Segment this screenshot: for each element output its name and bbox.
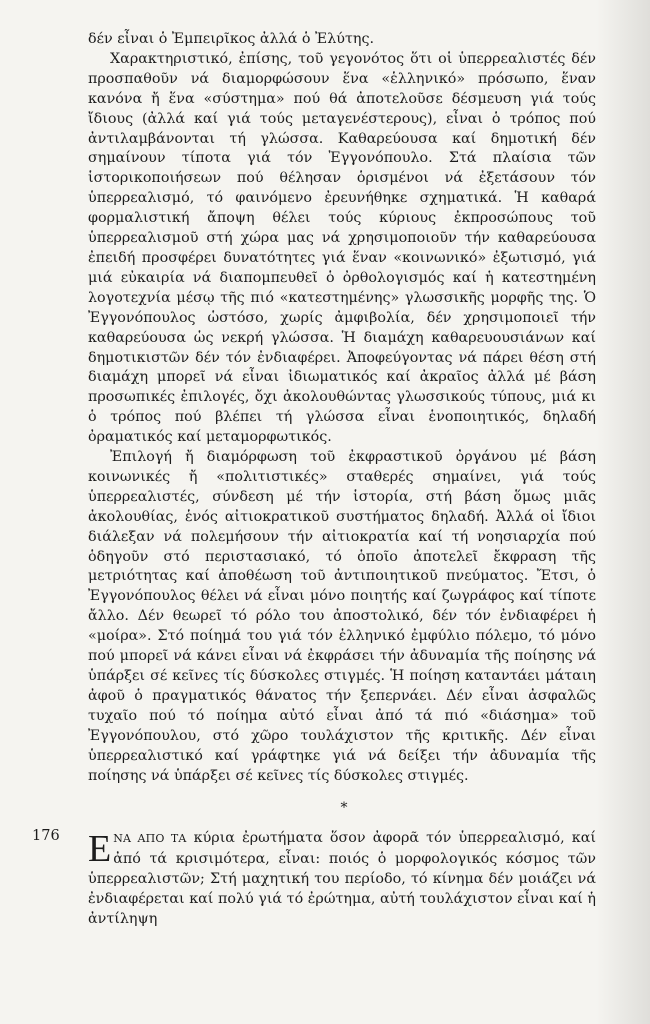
page-edge-shadow (596, 0, 650, 1024)
section-text: κύρια ἐρωτήματα ὅσον ἀφορᾶ τόν ὑπερρεαλισμό, καί ἀπό τά κρισιμότερα, εἶναι: ποιός ὁ μορφολογικός κόσμος τῶν ὑπερρεαλιστῶν; Στή μαχητική του περίοδο, τό κίνημα δέν μοιάζει νά ἐνδιαφέρεται καί πολύ γιά τό ἐρώτημα, αὐτή τουλάχιστον εἶναι καί ἡ ἀντίληψη (88, 830, 596, 927)
section-separator: * (340, 800, 348, 816)
paragraph-2: Χαρακτηριστικό, ἐπίσης, τοῦ γεγονότος ὅτι οἱ ὑπερρεαλιστές δέν προσπαθοῦν νά διαμορφώσουν ἕνα «ἑλληνικό» πρόσωπο, ἕναν κανόνα ἤ ἕνα «σύστημα» πού θά ἀποτελοῦσε δέσμευση γιά τούς ἴδιους (ἀλλά καί γιά τούς μεταγενέστερους), εἶναι ὁ τρόπος πού ἀντιλαμβάνονται τή γλώσσα. Καθαρεύουσα καί δημοτική δέν σημαίνουν τίποτα γιά τόν Ἐγγονόπουλο. Στά πλαίσια τῶν ἱστορικοποιήσεων πού θέλησαν ὁρισμένοι νά ἐξετάσουν τόν ὑπερρεαλισμό, τό φαινόμενο ἐρευνήθηκε σχηματικά. Ἡ καθαρά φορμαλιστική ἄποψη θέλει τούς κύριους ἐκπροσώπους τοῦ ὑπερρεαλισμοῦ στή χώρα μας νά χρησιμοποιοῦν τήν καθαρεύουσα ἐπειδή προσφέρει δυνατότητες γιά ἕναν «κοινωνικό» ἐξωτισμό, γιά μιά εὐκαιρία νά διαπομπευθεῖ ὁ ὀρθολογισμός καί ἡ κατεστημένη λογοτεχνία μέσῳ τῆς πιό «κατεστημένης» γλωσσικῆς μορφῆς της. Ὁ Ἐγγονόπουλος ὡστόσο, χωρίς ἀμφιβολία, δέν χρησιμοποιεῖ τήν καθαρεύουσα ὡς νεκρή γλώσσα. Ἡ διαμάχη καθαρευουσιάνων καί δημοτικιστῶν δέν τόν ἐνδιαφέρει. Ἀποφεύγοντας νά πάρει θέση στή διαμάχη μπορεῖ νά εἶναι ἰδιωματικός καί ἀκραῖος ἀλλά μέ βάση προσωπικές ἐπιλογές, ὄχι ἀκολουθώντας γλωσσικούς τύπους, μιά κι ὁ τρόπος πού βλέπει τή γλώσσα εἶναι ἑνοποιητικός, δηλαδή ὀραματικός καί μεταμορφωτικός. (88, 50, 596, 446)
new-section (88, 828, 596, 929)
section-paragraph (88, 828, 596, 929)
paragraph-3: Ἐπιλογή ἤ διαμόρφωση τοῦ ἐκφραστικοῦ ὀργάνου μέ βάση κοινωνικές ἤ «πολιτιστικές» σταθερές σημαίνει, γιά τούς ὑπερρεαλιστές, σύνδεση μέ τήν ἱστορία, στή βάση ὅμως μιᾶς ἀκολουθίας, ἑνός αἰτιοκρατικοῦ συστήματος δηλαδή. Ἀλλά οἱ ἴδιοι διάλεξαν νά πολεμήσουν τήν αἰτιοκρατία καί τή νοησιαρχία πού ὁδηγοῦν στό περιστασιακό, τό ὁποῖο ἀποτελεῖ ἔκφραση τῆς μετριότητας καί ἀποθέωση τοῦ ἀντιποιητικοῦ πνεύματος. Ἔτσι, ὁ Ἐγγονόπουλος θέλει νά εἶναι μόνο ποιητής καί ζωγράφος καί τίποτε ἄλλο. Δέν θεωρεῖ τό ρόλο του ἀποστολικό, δέν τόν ἐνδιαφέρει ἡ «μοίρα». Στό ποίημά του γιά τόν ἑλληνικό ἐμφύλιο πόλεμο, τό μόνο πού μπορεῖ νά κάνει εἶναι νά ἐκφράσει τήν ἀδυναμία τῆς ποίησης νά ὑπάρξει σέ κεῖνες τίς δύσκολες στιγμές. Ἡ ποίηση καταντάει μάταιη ἀφοῦ ὁ πραγματικός θάνατος τήν ξεπερνάει. Δέν εἶναι ἀσφαλῶς τυχαῖο πού τό ποίημα αὐτό εἶναι ἀπό τά πιό «διάσημα» τοῦ Ἐγγονόπουλου, στό χῶρο τουλάχιστον τῆς κριτικῆς. Δέν εἶναι ὑπερρεαλιστικό καί γράφτηκε γιά νά δείξει τήν ἀδυναμία τῆς ποίησης νά ὑπάρξει σέ κεῖνες τίς δύσκολες στιγμές. (88, 449, 596, 784)
paragraph-1: δέν εἶναι ὁ Ἐμπειρῖκος ἀλλά ὁ Ἐλύτης. (88, 31, 375, 47)
drop-cap: Ε (88, 828, 112, 870)
page-number: 176 (32, 828, 60, 844)
body-text (88, 30, 596, 786)
lead-small-caps: ΝΑ ΑΠΟ ΤΑ (113, 832, 187, 845)
